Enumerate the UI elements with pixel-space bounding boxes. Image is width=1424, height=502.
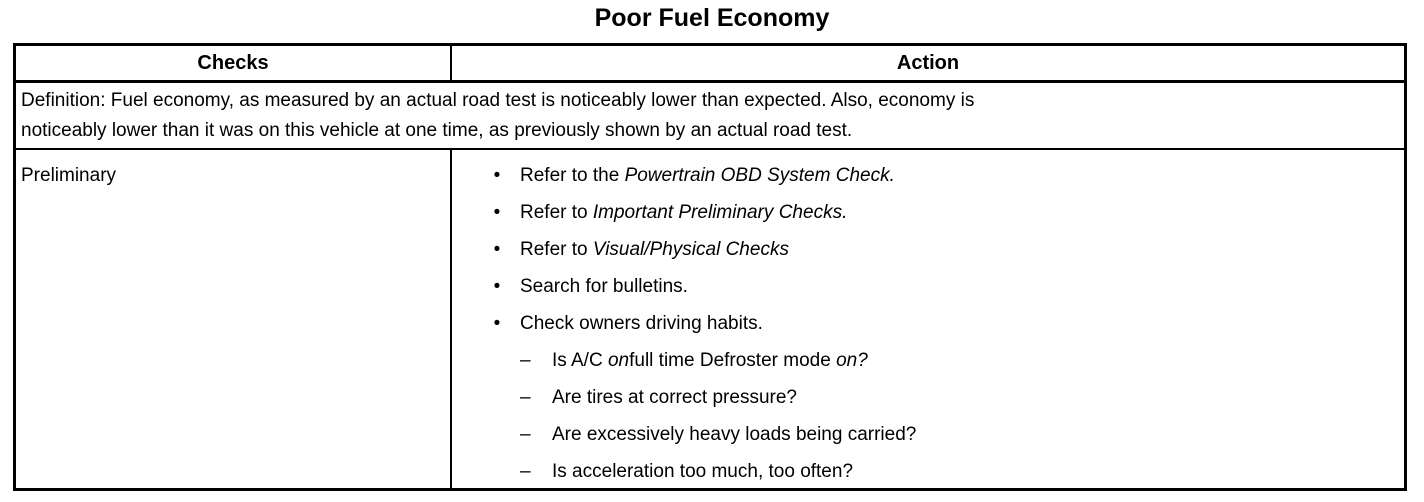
bullet-icon: • (493, 239, 501, 260)
column-header-checks: Checks (197, 52, 269, 74)
column-header-action: Action (896, 52, 960, 74)
definition-text-line-2: noticeably lower than it was on this vehicle at one time, as previously shown by an actual road test. (21, 120, 853, 141)
definition-text-line-1: Definition: Fuel economy, as measured by an actual road test is noticeably lower than expected. Also, economy is (21, 90, 975, 111)
dash-icon: – (520, 350, 531, 371)
action-emphasis: on (607, 350, 630, 371)
action-text: Is acceleration too much, too often? (552, 461, 854, 482)
action-reference: Important Preliminary Checks. (592, 202, 848, 223)
action-text: Refer to the (520, 165, 625, 186)
action-reference: Powertrain OBD System Check. (624, 165, 895, 186)
page-title: Poor Fuel Economy (594, 4, 830, 32)
dash-icon: – (520, 461, 531, 482)
bullet-icon: • (493, 202, 501, 223)
action-text: Refer to (520, 202, 593, 223)
action-text: Are excessively heavy loads being carried? (552, 424, 917, 445)
column-divider (450, 150, 452, 488)
action-text: Check owners driving habits. (520, 313, 763, 334)
dash-icon: – (520, 424, 531, 445)
action-text: Search for bulletins. (520, 276, 688, 297)
action-text: full time Defroster mode (629, 350, 837, 371)
diagnostic-table (13, 43, 1407, 491)
action-text: Are tires at correct pressure? (552, 387, 797, 408)
action-text: Refer to (520, 239, 593, 260)
action-reference: Visual/Physical Checks (592, 239, 789, 260)
bullet-icon: • (493, 313, 501, 334)
bullet-icon: • (493, 276, 501, 297)
action-emphasis: on? (836, 350, 868, 371)
action-text: Is A/C (552, 350, 608, 371)
bullet-icon: • (493, 165, 501, 186)
table-header-row (16, 46, 1404, 83)
table-row (16, 150, 1404, 488)
check-cell-preliminary: Preliminary (21, 165, 117, 186)
definition-row (16, 83, 1404, 150)
dash-icon: – (520, 387, 531, 408)
